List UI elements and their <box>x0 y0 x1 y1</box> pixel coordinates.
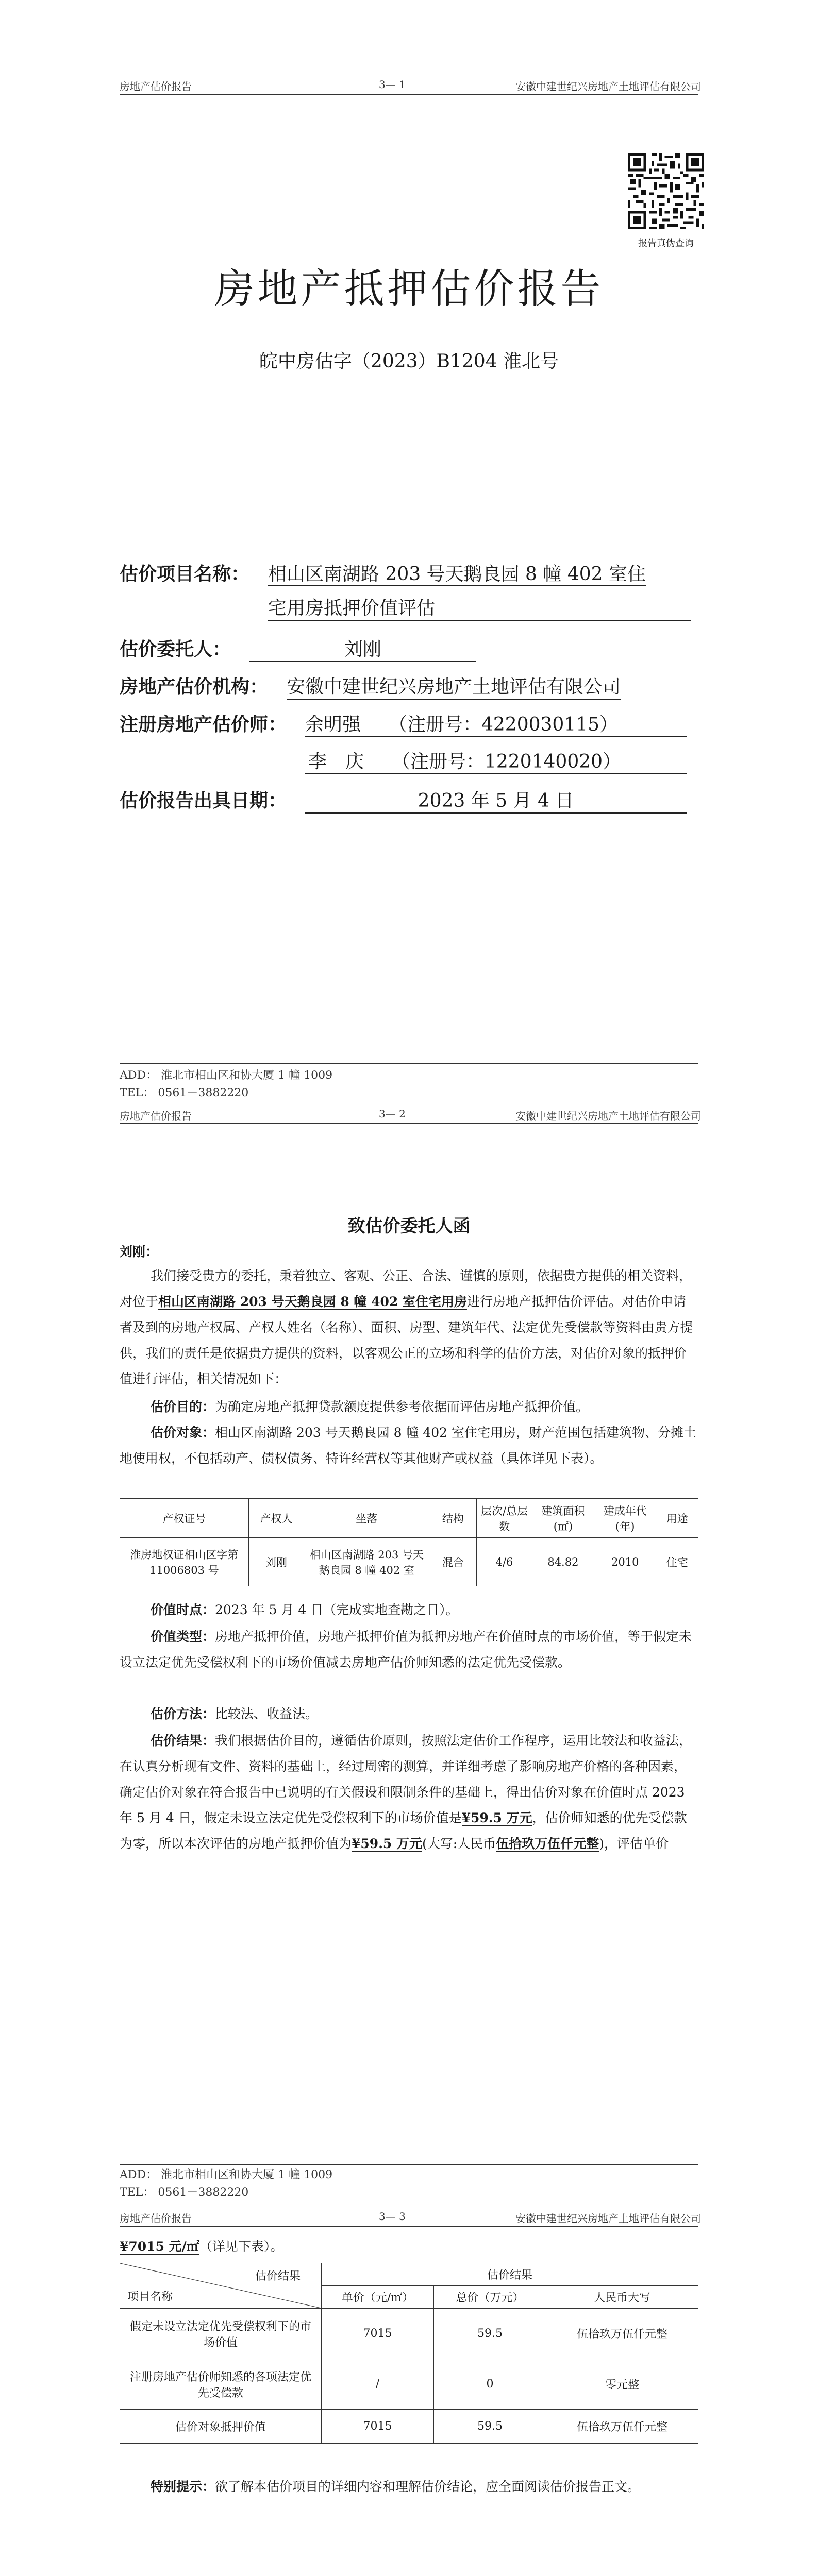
value-in-words: 伍拾玖万伍仟元整 <box>496 1836 599 1851</box>
project-name-line2 <box>268 594 691 621</box>
result-text-b: ，估价师知悉的优先受偿款为零，所以本次评估的房地产抵押价值为 <box>120 1810 687 1851</box>
object-label: 估价对象： <box>151 1425 215 1440</box>
running-header-left: 房地产估价报告 <box>120 80 192 93</box>
letter-page-continued <box>0 2205 818 2576</box>
col-header: 结构 <box>429 1499 477 1538</box>
table-cell: 混合 <box>429 1538 477 1586</box>
total-price-cell: 59.5 <box>434 2309 546 2359</box>
col-header: 人民币大写 <box>546 2286 698 2309</box>
purpose-label: 估价目的： <box>151 1399 215 1414</box>
result-text-c: (大写:人民币 <box>422 1836 496 1851</box>
page-number: 3— 2 <box>379 1108 406 1120</box>
header-rule <box>120 1123 698 1124</box>
value-type-paragraph <box>120 1624 698 1675</box>
footer-tel: TEL： 0561－3882220 <box>120 1087 249 1099</box>
col-header: 建筑面积(㎡) <box>532 1499 594 1538</box>
value-date-label: 价值时点： <box>151 1602 215 1617</box>
table-cell: 刘刚 <box>248 1538 304 1586</box>
table-row <box>120 2309 698 2359</box>
table-cell: 淮房地权证相山区字第 11006803 号 <box>120 1538 249 1586</box>
total-price-cell: 0 <box>434 2359 546 2410</box>
project-label: 估价项目名称： <box>120 563 250 585</box>
special-note-text: 欲了解本估价项目的详细内容和理解估价结论，应全面阅读估价报告正文。 <box>215 2479 641 2494</box>
value-date-paragraph <box>120 1597 698 1623</box>
date-value <box>305 786 687 814</box>
footer-address: ADD： 淮北市相山区和协大厦 1 幢 1009 <box>120 2168 333 2181</box>
object-paragraph <box>120 1420 698 1471</box>
col-header: 用途 <box>656 1499 698 1538</box>
org-value <box>287 672 621 700</box>
page-number: 3— 3 <box>379 2210 406 2223</box>
unit-price-line <box>120 2235 283 2259</box>
client-name: 刘刚 <box>344 639 381 660</box>
group-header: 估价结果 <box>322 2263 698 2286</box>
header-rule <box>120 2226 698 2227</box>
value-date-text: 2023 年 5 月 4 日（完成实地查勘之日）。 <box>215 1602 459 1617</box>
value-type-label: 价值类型： <box>151 1629 215 1644</box>
appraiser-2-text: 李 庆 （注册号：1220140020） <box>308 751 622 772</box>
table-cell: 84.82 <box>532 1538 594 1586</box>
amount-in-words-cell: 零元整 <box>546 2359 698 2410</box>
col-header: 建成年代(年) <box>594 1499 656 1538</box>
org-label: 房地产估价机构： <box>120 676 269 698</box>
running-header-right: 安徽中建世纪兴房地产土地评估有限公司 <box>515 80 701 93</box>
unit-price-cell: 7015 <box>322 2309 434 2359</box>
col-header: 层次/总层数 <box>477 1499 532 1538</box>
amount-in-words-cell: 伍拾玖万伍仟元整 <box>546 2410 698 2444</box>
table-row <box>120 1538 698 1586</box>
cover-page <box>0 0 818 1103</box>
col-header: 坐落 <box>304 1499 429 1538</box>
report-number: 皖中房估字（2023）B1204 淮北号 <box>259 351 559 372</box>
table-row <box>120 2410 698 2444</box>
col-header: 单价（元/㎡） <box>322 2286 434 2309</box>
org-name: 安徽中建世纪兴房地产土地评估有限公司 <box>287 676 621 698</box>
unit-price-cell: 7015 <box>322 2410 434 2444</box>
purpose-paragraph <box>120 1394 698 1420</box>
col-header: 总价（万元） <box>434 2286 546 2309</box>
col-header: 产权人 <box>248 1499 304 1538</box>
result-text-a: 我们根据估价目的，遵循估价原则，按照法定估价工作程序，运用比较法和收益法，在认真分析现有文件、资料的基础上，经过周密的测算，并详细考虑了影响房地产价格的各种因素，确定估价对象在符合报告中已说明的有关假设和限制条件的基础上，得出估价对象在价值时点 2023 年 5 月 4 日，假定未设立法定优先受偿权利下的市场价值是 <box>120 1733 692 1825</box>
amount-in-words-cell: 伍拾玖万伍仟元整 <box>546 2309 698 2359</box>
table-row <box>120 2359 698 2410</box>
qr-code[interactable] <box>628 153 704 229</box>
table-cell: 2010 <box>594 1538 656 1586</box>
intro-text-b: 进行房地产抵押估价评估。对估价申请者及到的房地产权属、产权人姓名（名称）、面积、房型、建筑年代、法定优先受偿款等资料由贵方提供，我们的责任是依据贵方提供的资料，以客观公正的立场和科学的估价方法，对估价对象的抵押价值进行评估，相关情况如下： <box>120 1294 693 1386</box>
appraiser-2 <box>305 747 687 774</box>
special-note-label: 特别提示： <box>151 2479 215 2494</box>
method-text: 比较法、收益法。 <box>215 1706 319 1721</box>
intro-paragraph <box>120 1263 698 1392</box>
result-paragraph <box>120 1728 698 1857</box>
purpose-text: 为确定房地产抵押贷款额度提供参考依据而评估房地产抵押价值。 <box>215 1399 589 1414</box>
project-name-line1 <box>268 560 646 586</box>
row-name: 假定未设立法定优先受偿权利下的市场价值 <box>120 2309 322 2359</box>
report-date: 2023 年 5 月 4 日 <box>418 790 574 811</box>
method-paragraph <box>120 1701 698 1727</box>
running-header-left: 房地产估价报告 <box>120 2212 192 2225</box>
row-name: 注册房地产估价师知悉的各项法定优先受偿款 <box>120 2359 322 2410</box>
unit-price-cell: / <box>322 2359 434 2410</box>
running-header-left: 房地产估价报告 <box>120 1110 192 1122</box>
project-name-text2: 宅用房抵押价值评估 <box>268 598 436 619</box>
running-header-right: 安徽中建世纪兴房地产土地评估有限公司 <box>515 2212 701 2225</box>
footer-rule <box>120 1063 698 1064</box>
client-label: 估价委托人： <box>120 638 231 660</box>
project-name-text1: 相山区南湖路 203 号天鹅良园 8 幢 402 室住 <box>268 564 646 585</box>
header-rule <box>120 94 698 95</box>
result-label: 估价结果： <box>151 1733 215 1748</box>
letter-page <box>0 1103 818 2205</box>
mortgage-value: ¥59.5 万元 <box>352 1836 423 1851</box>
result-text-d: )，评估单价 <box>599 1836 669 1851</box>
letter-title: 致估价委托人函 <box>347 1216 471 1236</box>
footer-rule <box>120 2164 698 2165</box>
page-number: 3— 1 <box>379 78 406 91</box>
market-value: ¥59.5 万元 <box>461 1810 532 1825</box>
appraiser-label: 注册房地产估价师： <box>120 714 287 735</box>
client-value <box>249 635 476 662</box>
salutation: 刘刚： <box>120 1244 159 1259</box>
footer-tel: TEL： 0561－3882220 <box>120 2186 249 2199</box>
object-text: 相山区南湖路 203 号天鹅良园 8 幢 402 室住宅用房，财产范围包括建筑物、分摊土地使用权，不包括动产、债权债务、特许经营权等其他财产或权益（具体详见下表）。 <box>120 1425 697 1466</box>
qr-caption: 报告真伪查询 <box>638 238 694 249</box>
corner-bottom-label: 项目名称 <box>127 2291 173 2303</box>
object-table <box>120 1498 698 1586</box>
footer-address: ADD： 淮北市相山区和协大厦 1 幢 1009 <box>120 1069 333 1082</box>
intro-address: 相山区南湖路 203 号天鹅良园 8 幢 402 室住宅用房 <box>158 1294 468 1309</box>
value-type-text: 房地产抵押价值，房地产抵押价值为抵押房地产在价值时点的市场价值，等于假定未设立法定优先受偿权利下的市场价值减去房地产估价师知悉的法定优先受偿款。 <box>120 1629 692 1670</box>
result-table <box>120 2263 698 2444</box>
row-name: 估价对象抵押价值 <box>120 2410 322 2444</box>
table-cell: 相山区南湖路 203 号天鹅良园 8 幢 402 室 <box>304 1538 429 1586</box>
corner-top-label: 估价结果 <box>255 2270 301 2283</box>
appraiser-1-text: 余明强 （注册号：4220030115） <box>305 714 619 735</box>
date-label: 估价报告出具日期： <box>120 790 287 811</box>
report-title: 房地产抵押估价报告 <box>214 266 604 312</box>
col-header: 产权证号 <box>120 1499 249 1538</box>
appraiser-1 <box>305 710 687 737</box>
unit-price-note: （详见下表）。 <box>199 2239 283 2254</box>
unit-price: ¥7015 元/㎡ <box>120 2239 199 2254</box>
method-label: 估价方法： <box>151 1706 215 1721</box>
intro-text-a: 我们接受贵方的委托，秉着独立、客观、公正、合法、谨慎的原则，依据贵方提供的相关资料，对位于 <box>120 1268 692 1309</box>
special-note-paragraph <box>120 2474 698 2500</box>
running-header-right: 安徽中建世纪兴房地产土地评估有限公司 <box>515 1110 701 1122</box>
table-cell: 4/6 <box>477 1538 532 1586</box>
table-cell: 住宅 <box>656 1538 698 1586</box>
table-corner <box>120 2263 322 2309</box>
total-price-cell: 59.5 <box>434 2410 546 2444</box>
